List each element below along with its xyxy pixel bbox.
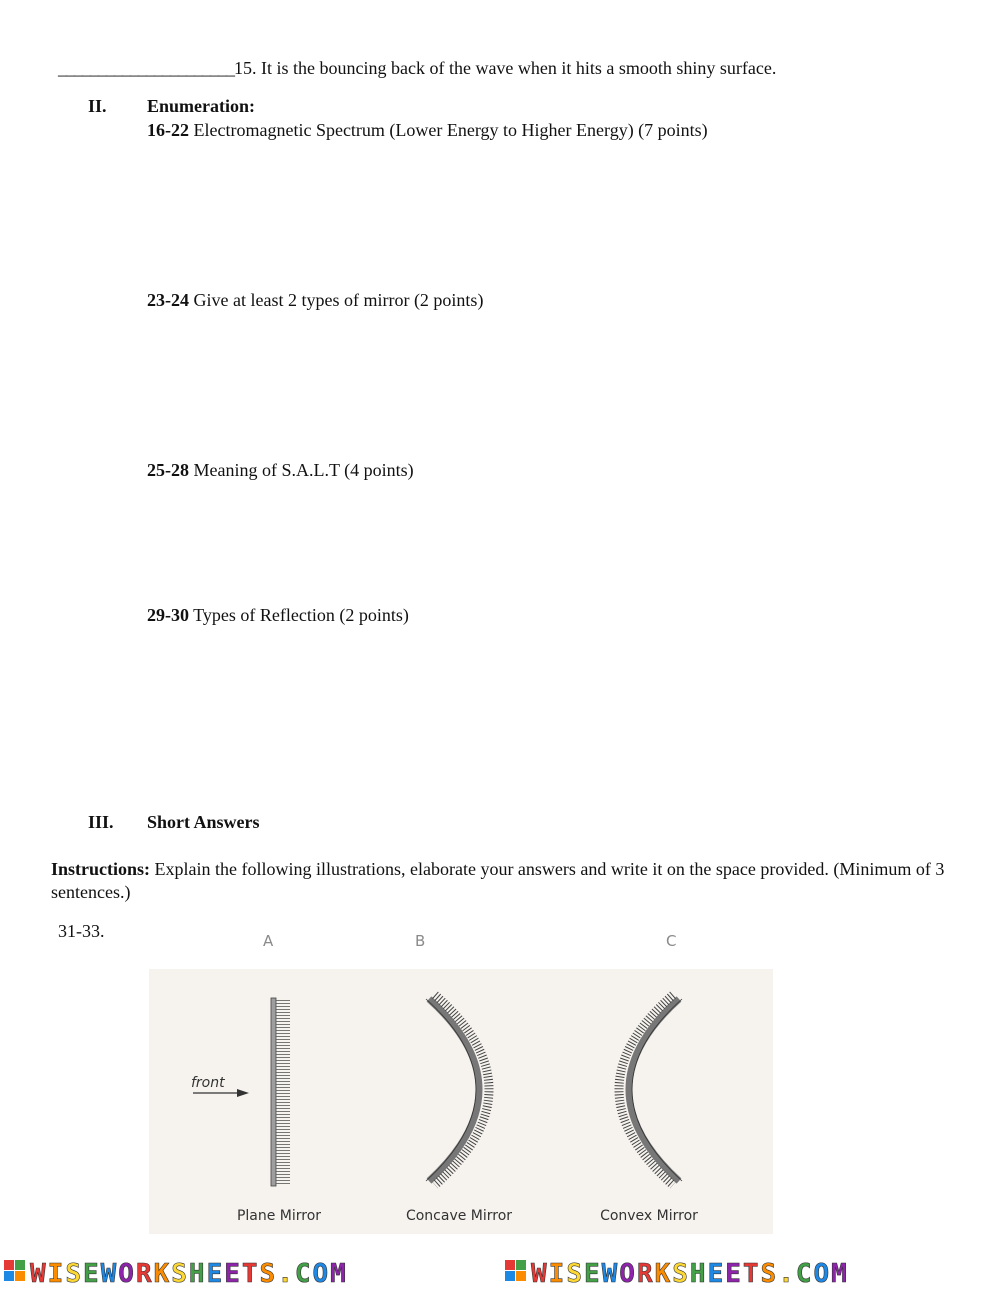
enum-item: [147, 120, 708, 141]
plane-mirror-drawing: [271, 998, 290, 1186]
figure-number: 31-33.: [58, 921, 105, 941]
caption-plane: Plane Mirror: [236, 1208, 322, 1224]
enum-item: [147, 460, 414, 481]
enum-item-text: Electromagnetic Spectrum (Lower Energy to Higher Energy) (7 points): [189, 120, 708, 140]
enum-item-number: 25-28: [147, 460, 189, 480]
figure-letter-b: B: [415, 932, 426, 950]
instructions: [51, 858, 951, 904]
figure-letter-a: A: [263, 932, 274, 950]
section-2-title: Enumeration:: [147, 96, 255, 116]
instructions-text: Explain the following illustrations, elaborate your answers and write it on the space provided. (Minimum of 3 sentences.): [51, 859, 945, 902]
brand-text: WISEWORKSHEETS.COM: [531, 1259, 849, 1289]
section-3-title: Short Answers: [147, 812, 260, 832]
enum-item-text: Meaning of S.A.L.T (4 points): [189, 460, 414, 480]
mirror-illustration: [149, 969, 773, 1234]
convex-mirror-drawing: [619, 995, 682, 1185]
section-3-numeral: III.: [88, 812, 114, 832]
question-15-text: 15. It is the bouncing back of the wave when it hits a smooth shiny surface.: [234, 58, 777, 78]
caption-convex: Convex Mirror: [600, 1208, 698, 1224]
enum-item-text: Types of Reflection (2 points): [189, 605, 409, 625]
figure-letter-c: C: [666, 932, 677, 950]
footer-watermark: [0, 1254, 1000, 1291]
enum-item-number: 29-30: [147, 605, 189, 625]
caption-concave: Concave Mirror: [405, 1208, 513, 1224]
enum-item-number: 16-22: [147, 120, 189, 140]
section-2-numeral: II.: [88, 96, 107, 116]
enum-item: [147, 290, 483, 311]
brand-text: WISEWORKSHEETS.COM: [30, 1259, 348, 1289]
brand-badge-icon: [4, 1260, 25, 1281]
question-15: [58, 58, 776, 79]
instructions-label: Instructions:: [51, 859, 151, 879]
brand-badge-icon: [505, 1260, 526, 1281]
concave-mirror-drawing: [426, 995, 489, 1185]
enum-item-text: Give at least 2 types of mirror (2 points): [189, 290, 484, 310]
answer-blank: ______________________: [58, 58, 234, 78]
enum-item: [147, 605, 409, 626]
front-label: front: [191, 1075, 225, 1091]
enum-item-number: 23-24: [147, 290, 189, 310]
